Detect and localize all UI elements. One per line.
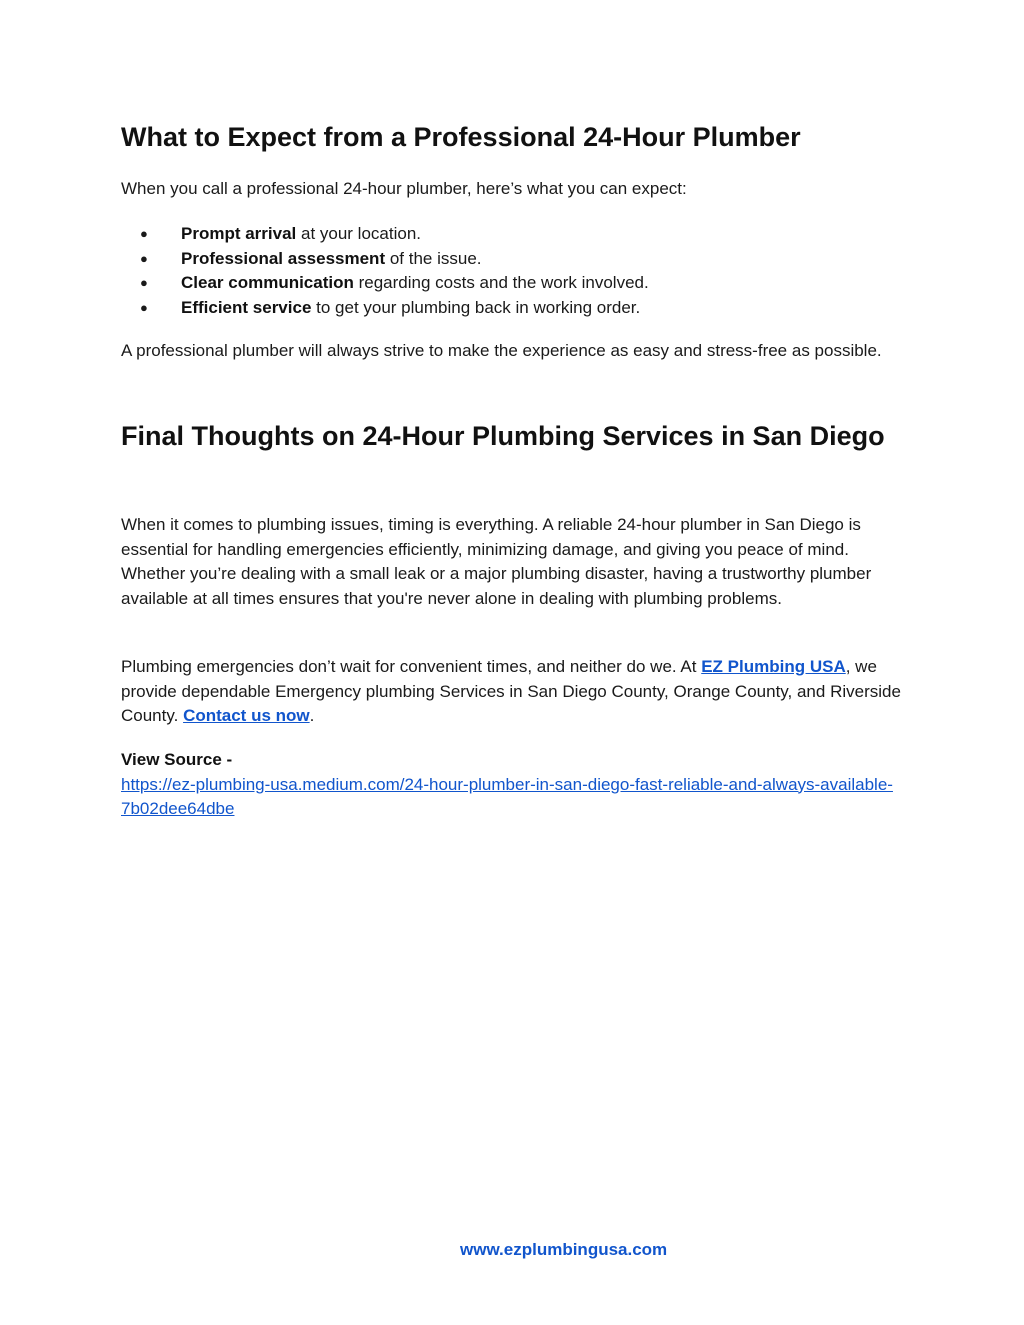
list-item-text: of the issue.	[385, 248, 482, 268]
list-item	[121, 296, 901, 321]
ez-plumbing-usa-link[interactable]: EZ Plumbing USA	[701, 657, 846, 676]
intro-paragraph: When you call a professional 24-hour plumber, here’s what you can expect:	[121, 179, 687, 198]
list-item	[121, 271, 901, 296]
section-heading-final-thoughts: Final Thoughts on 24-Hour Plumbing Services in San Diego	[121, 421, 885, 451]
cta-text-middle: , we provide dependable Emergency plumbing Services in San Diego County, Orange County, and Riverside County.	[121, 657, 901, 725]
bullet-icon: ●	[140, 275, 148, 290]
section-heading-what-to-expect: What to Expect from a Professional 24-Hour Plumber	[121, 122, 801, 152]
source-block	[121, 748, 901, 822]
list-item-bold: Efficient service	[181, 297, 312, 317]
list-item	[121, 247, 901, 272]
list-item-text: regarding costs and the work involved.	[353, 273, 649, 292]
list-item-bold: Prompt arrival	[181, 224, 297, 243]
list-item	[121, 222, 901, 247]
list-item-text: to get your plumbing back in working order.	[311, 297, 641, 317]
final-thoughts-paragraph: When it comes to plumbing issues, timing is everything. A reliable 24-hour plumber in San Diego is essential for handling emergencies efficiently, minimizing damage, and giving you peace of mind. Whether you’re dealing with a small leak or a major plumbing disaster, having a trustworthy plumber available at all times ensures that you're never alone in dealing with plumbing problems.	[121, 515, 872, 608]
closing-paragraph: A professional plumber will always strive to make the experience as easy and stress-free as possible.	[121, 341, 882, 360]
source-url-link[interactable]: https://ez-plumbing-usa.medium.com/24-hour-plumber-in-san-diego-fast-reliable-and-always-available-7b02dee64dbe	[121, 774, 893, 818]
list-item-bold: Professional assessment	[181, 248, 386, 268]
footer-website[interactable]: www.ezplumbingusa.com	[460, 1240, 668, 1259]
expectations-list	[121, 222, 901, 320]
contact-us-link[interactable]: Contact us now	[183, 706, 310, 725]
cta-text-before: Plumbing emergencies don’t wait for convenient times, and neither do we. At	[121, 657, 702, 676]
cta-paragraph	[121, 655, 901, 729]
bullet-icon: ●	[140, 226, 148, 241]
cta-text-end: .	[309, 706, 315, 725]
bullet-icon: ●	[140, 250, 148, 266]
list-item-bold: Clear communication	[181, 273, 354, 292]
source-label: View Source -	[121, 750, 233, 769]
bullet-icon: ●	[140, 299, 148, 315]
list-item-text: at your location.	[296, 224, 422, 243]
